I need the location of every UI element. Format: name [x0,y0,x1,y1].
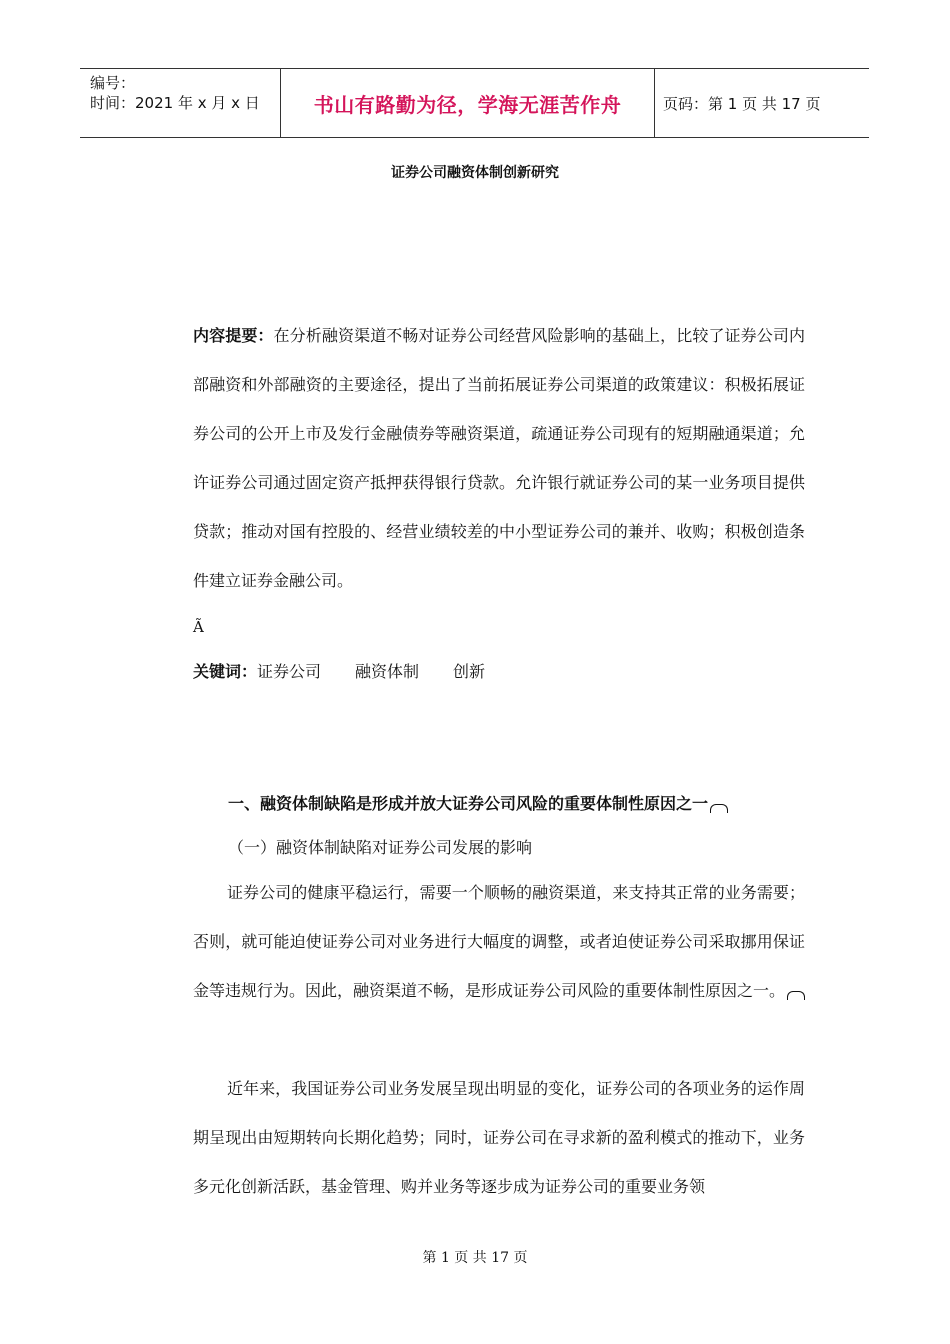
keyword-item: 创新 [453,662,486,681]
header-page-info [653,69,869,137]
body-paragraph [193,868,805,1015]
paragraph-text: 近年来，我国证券公司业务发展呈现出明显的变化，证券公司的各项业务的运作周期呈现出由短期转向长期化趋势；同时，证券公司在寻求新的盈利模式的推动下，业务多元化创新活跃，基金管理、购并业务等逐步成为证券公司的重要业务领 [193,1079,805,1196]
keyword-item: 融资体制 [355,662,420,681]
footnote-marker-icon[interactable] [787,991,805,1000]
section-heading-text: 一、融资体制缺陷是形成并放大证券公司风险的重要体制性原因之一 [228,794,709,813]
subsection-heading: （一）融资体制缺陷对证券公司发展的影响 [228,838,533,857]
page-footer: 第 1 页 共 17 页 [422,1250,528,1266]
section-heading [228,791,728,814]
abstract-text: 在分析融资渠道不畅对证券公司经营风险影响的基础上，比较了证券公司内部融资和外部融资的主要途径，提出了当前拓展证券公司渠道的政策建议：积极拓展证券公司的公开上市及发行金融债券等融资渠道，疏通证券公司现有的短期融通渠道；允许证券公司通过固定资产抵押获得银行贷款。允许银行就证券公司的某一业务项目提供贷款；推动对国有控股的、经营业绩较差的中小型证券公司的兼并、收购；积极创造条件建立证券金融公司。 [193,326,805,590]
keyword-item: 证券公司 [257,662,322,681]
paragraph-text: 证券公司的健康平稳运行，需要一个顺畅的融资渠道，来支持其正常的业务需要；否则，就可能迫使证券公司对业务进行大幅度的调整，或者迫使证券公司采取挪用保证金等违规行为。因此，融资渠道不畅，是形成证券公司风险的重要体制性原因之一。 [193,883,805,1000]
document-date-label: 时间：2021 年 x 月 x 日 [90,94,260,112]
body-paragraph [193,1064,805,1211]
stray-glyph: Ã [193,618,204,636]
document-number-label: 编号： [90,74,136,92]
abstract-paragraph [193,311,805,605]
keywords-line [193,659,519,682]
page-header [80,68,869,138]
document-title: 证券公司融资体制创新研究 [391,165,559,181]
header-page-label: 页码：第 1 页 共 17 页 [663,94,821,113]
keywords-label: 关键词： [193,662,258,681]
abstract-label: 内容提要： [193,326,274,345]
footnote-marker-icon[interactable] [710,804,728,813]
header-motto: 书山有路勤为径，学海无涯苦作舟 [313,92,622,117]
header-meta [80,69,280,137]
header-motto-cell [280,69,655,137]
